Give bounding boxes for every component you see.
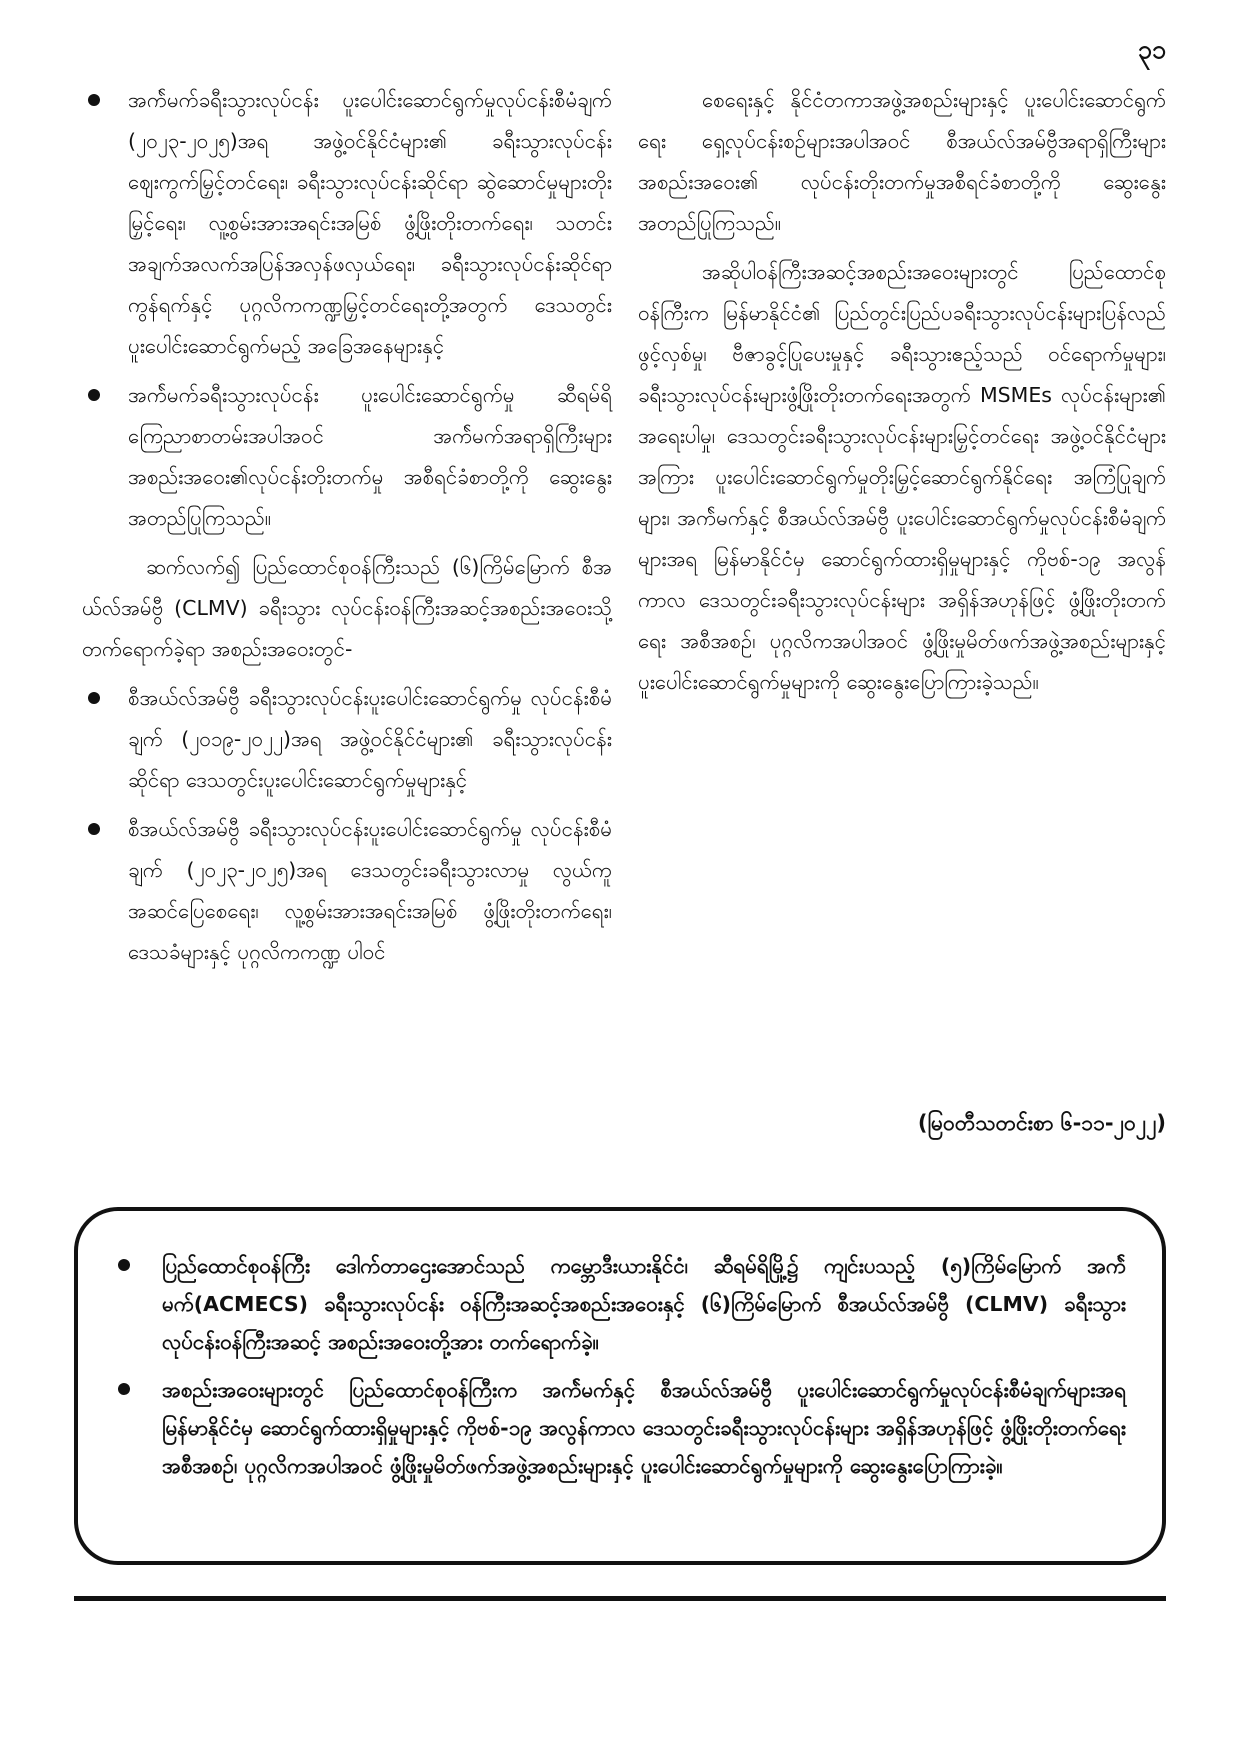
left-bullet-list — [82, 80, 612, 539]
left-bullet-list-2 — [82, 678, 612, 973]
page-number: ၃၁ — [1137, 35, 1166, 64]
left-bullet-1: အက်ဲမက်ခရီးသွားလုပ်ငန်း ပူးပေါင်းဆောင်ရွက်မှုလုပ်ငန်းစီမံချက် (၂၀၂၃-၂၀၂၅)အရ အဖွဲ့ဝင်နိုင်ငံများ၏ ခရီးသွားလုပ်ငန်း ဈေးကွက်မြှင့်တင်ရေး၊ ခရီးသွားလုပ်ငန်းဆိုင်ရာ ဆွဲဆောင်မှုများတိုးမြှင့်ရေး၊ လူ့စွမ်းအားအရင်းအမြစ် ဖွံ့ဖြိုးတိုးတက်ရေး၊ သတင်းအချက်အလက်အပြန်အလှန်ဖလှယ်ရေး၊ ခရီးသွားလုပ်ငန်းဆိုင်ရာကွန်ရက်နှင့် ပုဂ္ဂလိကကဏ္ဍမြှင့်တင်ရေးတို့အတွက် ဒေသတွင်းပူးပေါင်းဆောင်ရွက်မည့် အခြေအနေများနှင့် — [82, 80, 612, 367]
left-bullet-4: စီအယ်လ်အမ်ဗွီ ခရီးသွားလုပ်ငန်းပူးပေါင်းဆောင်ရွက်မှု လုပ်ငန်းစီမံချက် (၂၀၂၃-၂၀၂၅)အရ ဒေသတွင်းခရီးသွားလာမှု လွယ်ကူအဆင်ပြေစေရေး၊ လူ့စွမ်းအားအရင်းအမြစ် ဖွံ့ဖြိုးတိုးတက်ရေး၊ ဒေသခံများနှင့် ပုဂ္ဂလိကကဏ္ဍ ပါဝင် — [82, 809, 612, 973]
summary-bullet-1: ပြည်ထောင်စုဝန်ကြီး ဒေါက်တာဌေးအောင်သည် ကမ္ဘောဒီးယားနိုင်ငံ၊ ဆီရမ်ရိမြို့၌ ကျင်းပသည့် (၅)ကြိမ်မြောက် အက်ဲမက်(ACMECS) ခရီးသွားလုပ်ငန်း ဝန်ကြီးအဆင့်အစည်းအဝေးနှင့် (၆)ကြိမ်မြောက် စီအယ်လ်အမ်ဗွီ (CLMV) ခရီးသွားလုပ်ငန်းဝန်ကြီးအဆင့် အစည်းအဝေးတို့အား တက်ရောက်ခဲ့။ — [114, 1247, 1126, 1361]
bottom-divider — [74, 1596, 1166, 1601]
source-citation: (မြဝတီသတင်းစာ ၆-၁၁-၂၀၂၂) — [917, 1111, 1166, 1135]
summary-bullet-list — [114, 1247, 1126, 1485]
left-bullet-2: အက်ဲမက်ခရီးသွားလုပ်ငန်း ပူးပေါင်းဆောင်ရွက်မှု ဆီရမ်ရိကြေညာစာတမ်းအပါအဝင် အက်ဲမက်အရာရှိကြီးများ အစည်းအဝေး၏လုပ်ငန်းတိုးတက်မှု အစီရင်ခံစာတို့ကို ဆွေးနွေးအတည်ပြုကြသည်။ — [82, 375, 612, 539]
left-bullet-3: စီအယ်လ်အမ်ဗွီ ခရီးသွားလုပ်ငန်းပူးပေါင်းဆောင်ရွက်မှု လုပ်ငန်းစီမံချက် (၂၀၁၉-၂၀၂၂)အရ အဖွဲ့ဝင်နိုင်ငံများ၏ ခရီးသွားလုပ်ငန်းဆိုင်ရာ ဒေသတွင်းပူးပေါင်းဆောင်ရွက်မှုများနှင့် — [82, 678, 612, 801]
summary-bullet-2: အစည်းအဝေးများတွင် ပြည်ထောင်စုဝန်ကြီးက အက်ဲမက်နှင့် စီအယ်လ်အမ်ဗွီ ပူးပေါင်းဆောင်ရွက်မှုလုပ်ငန်းစီမံချက်များအရ မြန်မာနိုင်ငံမှ ဆောင်ရွက်ထားရှိမှုများနှင့် ကိုဗစ်-၁၉ အလွန်ကာလ ဒေသတွင်းခရီးသွားလုပ်ငန်းများ အရှိန်အဟုန်ဖြင့် ဖွံ့ဖြိုးတိုးတက်ရေး အစီအစဉ်၊ ပုဂ္ဂလိကအပါအဝင် ဖွံ့ဖြိုးမှုမိတ်ဖက်အဖွဲ့အစည်းများနှင့် ပူးပေါင်းဆောင်ရွက်မှုများကို ဆွေးနွေးပြောကြားခဲ့။ — [114, 1371, 1126, 1485]
summary-box — [74, 1207, 1166, 1565]
right-column — [638, 80, 1166, 711]
left-paragraph-1: ဆက်လက်၍ ပြည်ထောင်စုဝန်ကြီးသည် (၆)ကြိမ်မြောက် စီအယ်လ်အမ်ဗွီ (CLMV) ခရီးသွား လုပ်ငန်းဝန်ကြီးအဆင့်အစည်းအဝေးသို့ တက်ရောက်ခဲ့ရာ အစည်းအဝေးတွင်- — [82, 555, 612, 661]
left-column — [82, 80, 612, 981]
right-paragraph-2: အဆိုပါဝန်ကြီးအဆင့်အစည်းအဝေးများတွင် ပြည်ထောင်စုဝန်ကြီးက မြန်မာနိုင်ငံ၏ ပြည်တွင်းပြည်ပခရီးသွားလုပ်ငန်းများပြန်လည်ဖွင့်လှစ်မှု၊ ဗီဇာခွင့်ပြုပေးမှုနှင့် ခရီးသွားဧည့်သည် ဝင်ရောက်မှုများ၊ ခရီးသွားလုပ်ငန်းများဖွံ့ဖြိုးတိုးတက်ရေးအတွက် MSMEs လုပ်ငန်းများ၏ အရေးပါမှု၊ ဒေသတွင်းခရီးသွားလုပ်ငန်းများမြှင့်တင်ရေး အဖွဲ့ဝင်နိုင်ငံများအကြား ပူးပေါင်းဆောင်ရွက်မှုတိုးမြှင့်ဆောင်ရွက်နိုင်ရေး အကြံပြုချက်များ၊ အက်ဲမက်နှင့် စီအယ်လ်အမ်ဗွီ ပူးပေါင်းဆောင်ရွက်မှုလုပ်ငန်းစီမံချက်များအရ မြန်မာနိုင်ငံမှ ဆောင်ရွက်ထားရှိမှုများနှင့် ကိုဗစ်-၁၉ အလွန်ကာလ ဒေသတွင်းခရီးသွားလုပ်ငန်းများ အရှိန်အဟုန်ဖြင့် ဖွံ့ဖြိုးတိုးတက်ရေး အစီအစဉ်၊ ပုဂ္ဂလိကအပါအဝင် ဖွံ့ဖြိုးမှုမိတ်ဖက်အဖွဲ့အစည်းများနှင့် ပူးပေါင်းဆောင်ရွက်မှုများကို ဆွေးနွေးပြောကြားခဲ့သည်။ — [638, 260, 1166, 694]
right-paragraph-1: စေရေးနှင့် နိုင်ငံတကာအဖွဲ့အစည်းများနှင့် ပူးပေါင်းဆောင်ရွက်ရေး ရှေ့လုပ်ငန်းစဉ်များအပါအဝင် စီအယ်လ်အမ်ဗွီအရာရှိကြီးများ အစည်းအဝေး၏ လုပ်ငန်းတိုးတက်မှုအစီရင်ခံစာတို့ကို ဆွေးနွေးအတည်ပြုကြသည်။ — [638, 88, 1166, 235]
